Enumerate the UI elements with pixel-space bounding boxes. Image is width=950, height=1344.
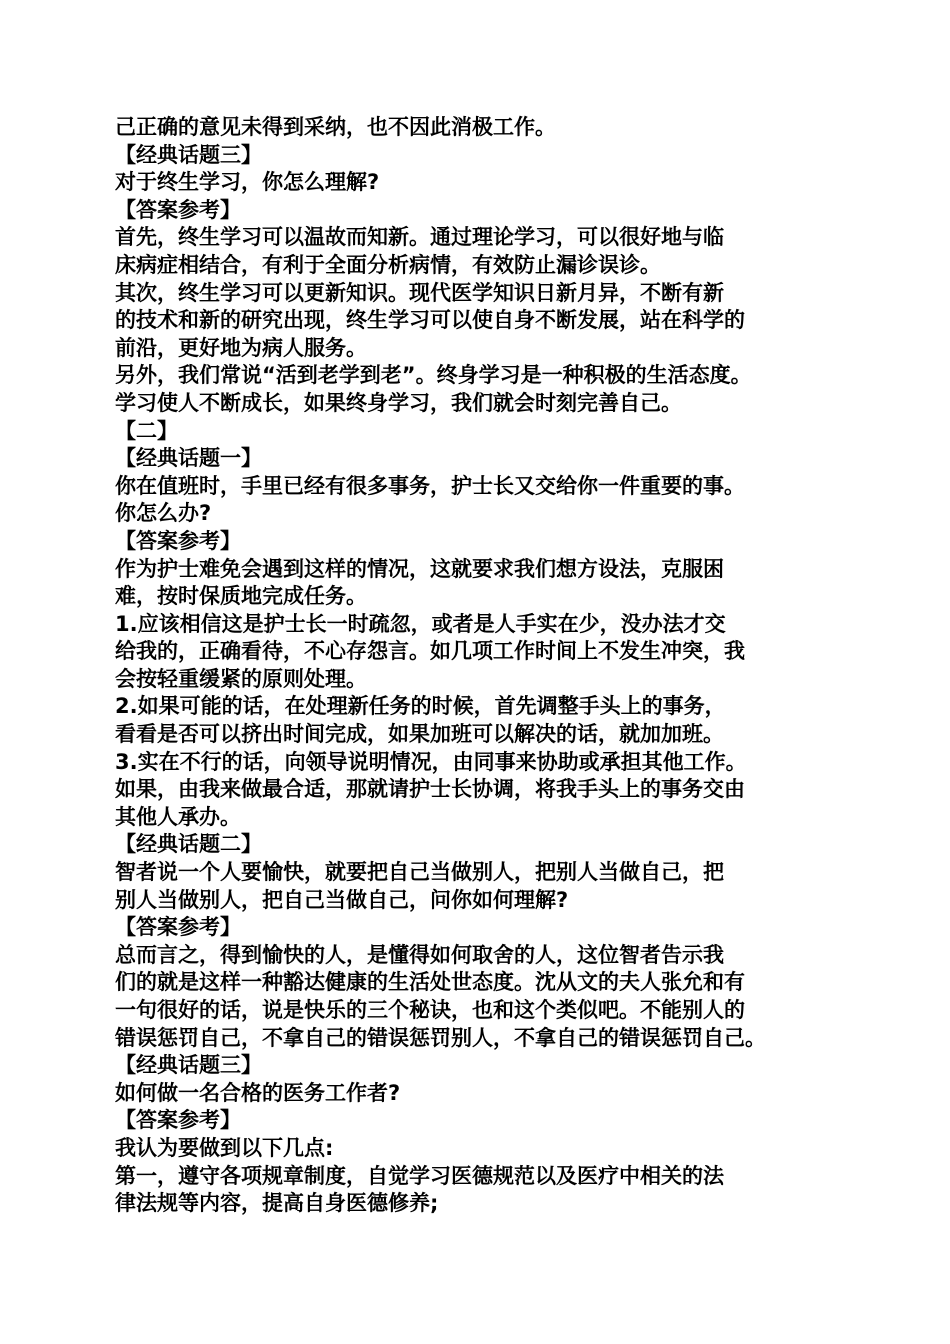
text-line: 会按轻重缓紧的原则处理。 <box>115 666 367 691</box>
text-line: 智者说一个人要愉快，就要把自己当做别人，把别人当做自己，把 <box>115 860 724 885</box>
text-line: 学习使人不断成长，如果终身学习，我们就会时刻完善自己。 <box>115 390 682 415</box>
text-line: 前沿，更好地为病人服务。 <box>115 335 367 360</box>
text-line: 一句很好的话，说是快乐的三个秘诀，也和这个类似吧。不能别人的 <box>115 998 745 1022</box>
text-line: 难，按时保质地完成任务。 <box>115 584 367 609</box>
text-line: 【经典话题二】 <box>115 832 262 857</box>
text-line: 【经典话题一】 <box>115 446 262 471</box>
document-body <box>115 114 850 1218</box>
text-line: 如果，由我来做最合适，那就请护士长协调，将我手头上的事务交由 <box>115 777 745 802</box>
text-line: 2.如果可能的话，在处理新任务的时候，首先调整手头上的事务， <box>115 694 726 719</box>
text-line: 们的就是这样一种豁达健康的生活处世态度。沈从文的夫人张允和有 <box>115 970 745 995</box>
text-line: 己正确的意见未得到采纳，也不因此消极工作。 <box>115 115 556 139</box>
text-line: 【答案参考】 <box>115 197 241 222</box>
text-line: 【经典话题三】 <box>115 142 262 167</box>
text-line: 你怎么办? <box>115 501 212 526</box>
text-line: 看看是否可以挤出时间完成，如果加班可以解决的话，就加加班。 <box>115 722 724 747</box>
text-line: 床病症相结合，有利于全面分析病情，有效防止漏诊误诊。 <box>115 252 661 277</box>
text-line: 律法规等内容，提高自身医德修养; <box>115 1191 439 1216</box>
text-line: 【答案参考】 <box>115 528 241 553</box>
text-line: 其他人承办。 <box>115 804 241 829</box>
text-line: 3.实在不行的话，向领导说明情况，由同事来协助或承担其他工作。 <box>115 749 747 774</box>
text-line: 【答案参考】 <box>115 915 241 940</box>
text-line: 别人当做别人，把自己当做自己，问你如何理解? <box>115 887 569 912</box>
text-line: 你在值班时，手里已经有很多事务，护士长又交给你一件重要的事。 <box>115 473 745 498</box>
text-line: 作为护士难免会遇到这样的情况，这就要求我们想方设法，克服困 <box>115 556 724 581</box>
text-line: 首先，终生学习可以温故而知新。通过理论学习，可以很好地与临 <box>115 225 724 250</box>
text-line: 如何做一名合格的医务工作者? <box>115 1080 401 1105</box>
text-line: 总而言之，得到愉快的人，是懂得如何取舍的人，这位智者告示我 <box>115 942 724 967</box>
text-line: 1.应该相信这是护士长一时疏忽，或者是人手实在少，没办法才交 <box>115 611 726 636</box>
text-line: 第一，遵守各项规章制度，自觉学习医德规范以及医疗中相关的法 <box>115 1163 724 1188</box>
text-line: 给我的，正确看待，不心存怨言。如几项工作时间上不发生冲突，我 <box>115 639 745 664</box>
text-line: 【答案参考】 <box>115 1108 241 1133</box>
text-line: 另外，我们常说“活到老学到老”。终身学习是一种积极的生活态度。 <box>115 363 752 388</box>
text-line: 对于终生学习，你怎么理解? <box>115 170 380 195</box>
text-line: 【经典话题三】 <box>115 1053 262 1078</box>
text-line: 错误惩罚自己，不拿自己的错误惩罚别人，不拿自己的错误惩罚自己。 <box>115 1025 766 1050</box>
text-line: 我认为要做到以下几点: <box>115 1135 334 1160</box>
text-line: 的技术和新的研究出现，终生学习可以使自身不断发展，站在科学的 <box>115 308 745 333</box>
text-line: 【二】 <box>115 418 178 443</box>
text-line: 其次，终生学习可以更新知识。现代医学知识日新月异，不断有新 <box>115 280 724 305</box>
